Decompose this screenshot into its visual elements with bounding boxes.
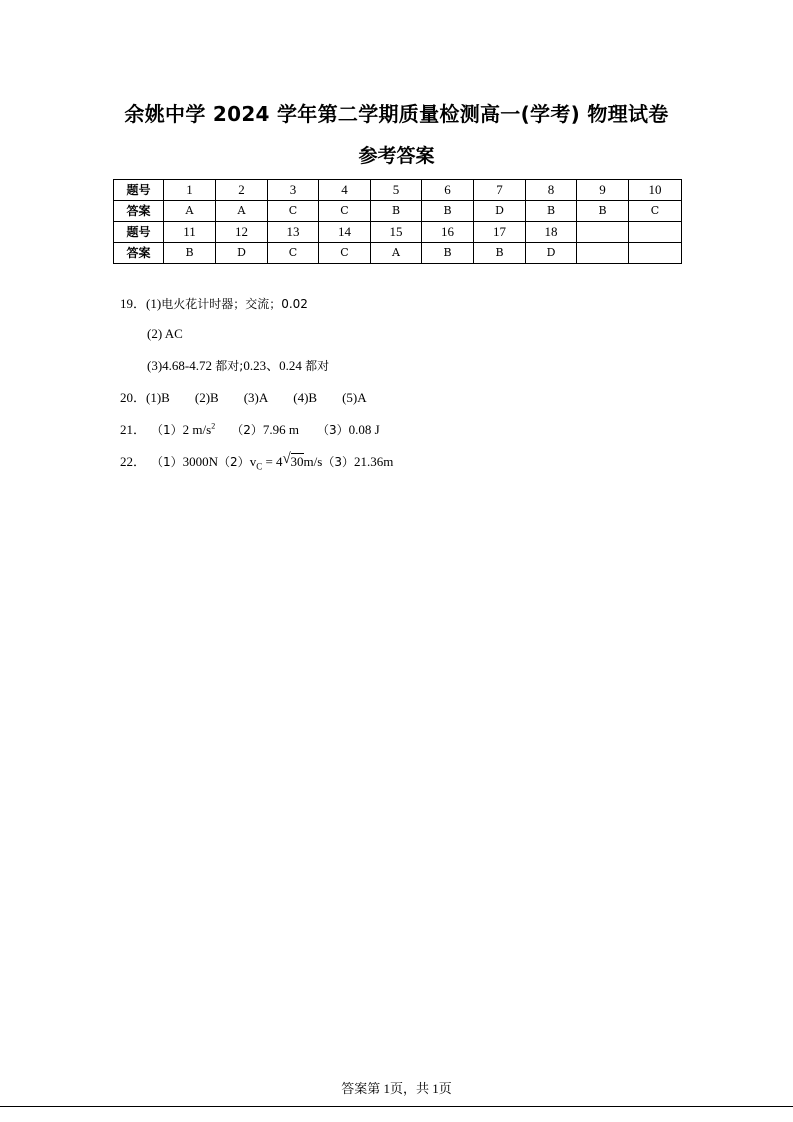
answer-table-body — [114, 180, 682, 264]
table-cell: 7 — [474, 180, 526, 201]
table-cell: B — [422, 243, 474, 264]
q19-part3-value2: 0.23、0.24 — [243, 358, 302, 373]
sqrt-sign-icon: √ — [282, 451, 291, 467]
table-cell: 17 — [474, 222, 526, 243]
table-cell: 10 — [629, 180, 682, 201]
q22-radicand: 30 — [290, 454, 304, 469]
table-cell: B — [526, 201, 577, 222]
table-cell: 9 — [577, 180, 629, 201]
page-footer: 答案第 1页，共 1页 — [341, 1081, 452, 1096]
table-cell: 5 — [371, 180, 422, 201]
q21-part2-label: （2） — [231, 423, 263, 437]
q21-part1-label: （1） — [151, 423, 183, 437]
table-row — [114, 222, 682, 243]
table-cell: 16 — [422, 222, 474, 243]
row-header: 题号 — [114, 180, 164, 201]
q22-equals: = 4 — [262, 454, 283, 469]
table-cell: C — [319, 243, 371, 264]
q22-sqrt — [282, 451, 304, 470]
table-cell: C — [319, 201, 371, 222]
table-cell: 8 — [526, 180, 577, 201]
q21-part2-value: 7.96 m — [262, 422, 299, 437]
q19-part3-value1: 4.68-4.72 — [162, 358, 213, 373]
table-cell: B — [371, 201, 422, 222]
q22-velocity-subscript: C — [256, 461, 263, 472]
q21-part1-value: 2 m/s — [182, 422, 212, 437]
row-header: 答案 — [114, 243, 164, 264]
q22-part3-label: （3） — [322, 455, 354, 469]
table-cell: 11 — [164, 222, 216, 243]
q19-part3-text2: 都对 — [305, 359, 330, 373]
bottom-divider — [0, 1106, 793, 1107]
table-cell: C — [629, 201, 682, 222]
q19-part1-label: (1) — [146, 296, 162, 311]
document-subtitle: 参考答案 — [358, 145, 435, 167]
document-title: 余姚中学 2024 学年第二学期质量检测高一(学考) 物理试卷 — [124, 102, 669, 126]
q22-part3-value: 21.36m — [353, 454, 394, 469]
table-cell: D — [526, 243, 577, 264]
q21-part1-exponent: 2 — [211, 421, 216, 431]
table-cell: 4 — [319, 180, 371, 201]
answer-table — [113, 179, 682, 264]
q19-part1-text: 电火花计时器；交流；0.02 — [161, 297, 308, 311]
table-cell: A — [164, 201, 216, 222]
table-cell: D — [474, 201, 526, 222]
q22-unit: m/s — [303, 454, 323, 469]
table-cell: B — [577, 201, 629, 222]
table-cell: A — [216, 201, 268, 222]
table-cell: D — [216, 243, 268, 264]
q20-part-4: (4)B — [293, 390, 318, 405]
q21-part3-value: 0.08 J — [348, 422, 380, 437]
table-row — [114, 180, 682, 201]
q20-part-2: (2)B — [194, 390, 219, 405]
q19-part3-label: (3) — [147, 358, 163, 373]
q19-line-2 — [147, 326, 183, 342]
table-cell: 18 — [526, 222, 577, 243]
q20-number: 20． — [120, 390, 147, 405]
q21-line — [120, 419, 380, 438]
q22-velocity-symbol: v — [249, 454, 257, 469]
q19-part2: (2) AC — [147, 326, 183, 341]
row-header: 题号 — [114, 222, 164, 243]
table-cell: A — [371, 243, 422, 264]
q22-part1-label: （1） — [151, 455, 183, 469]
q20-part-5: (5)A — [342, 390, 367, 405]
table-cell: 3 — [268, 180, 319, 201]
table-cell — [577, 243, 629, 264]
table-cell: B — [422, 201, 474, 222]
q20-part-1: (1)B — [146, 390, 170, 405]
table-cell — [629, 243, 682, 264]
q22-part2-label: （2） — [218, 455, 250, 469]
table-row — [114, 243, 682, 264]
q22-number: 22． — [120, 454, 147, 469]
table-cell: 14 — [319, 222, 371, 243]
q19-line-1 — [120, 293, 308, 312]
q19-line-3 — [147, 355, 329, 374]
q22-line — [120, 451, 393, 472]
table-cell: B — [474, 243, 526, 264]
table-cell: C — [268, 243, 319, 264]
table-cell: 6 — [422, 180, 474, 201]
q21-part3-label: （3） — [316, 423, 349, 437]
row-header: 答案 — [114, 201, 164, 222]
table-cell — [577, 222, 629, 243]
q20-part-3: (3)A — [243, 390, 269, 405]
table-cell: B — [164, 243, 216, 264]
table-cell: 15 — [371, 222, 422, 243]
table-cell — [629, 222, 682, 243]
table-cell: 1 — [164, 180, 216, 201]
q20-line — [120, 387, 367, 406]
table-cell: C — [268, 201, 319, 222]
q22-part1-value: 3000N — [182, 454, 219, 469]
q19-number: 19． — [120, 296, 147, 311]
table-cell: 12 — [216, 222, 268, 243]
table-cell: 13 — [268, 222, 319, 243]
q19-part3-text1: 都对; — [215, 359, 244, 373]
table-row — [114, 201, 682, 222]
q21-number: 21． — [120, 422, 147, 437]
table-cell: 2 — [216, 180, 268, 201]
